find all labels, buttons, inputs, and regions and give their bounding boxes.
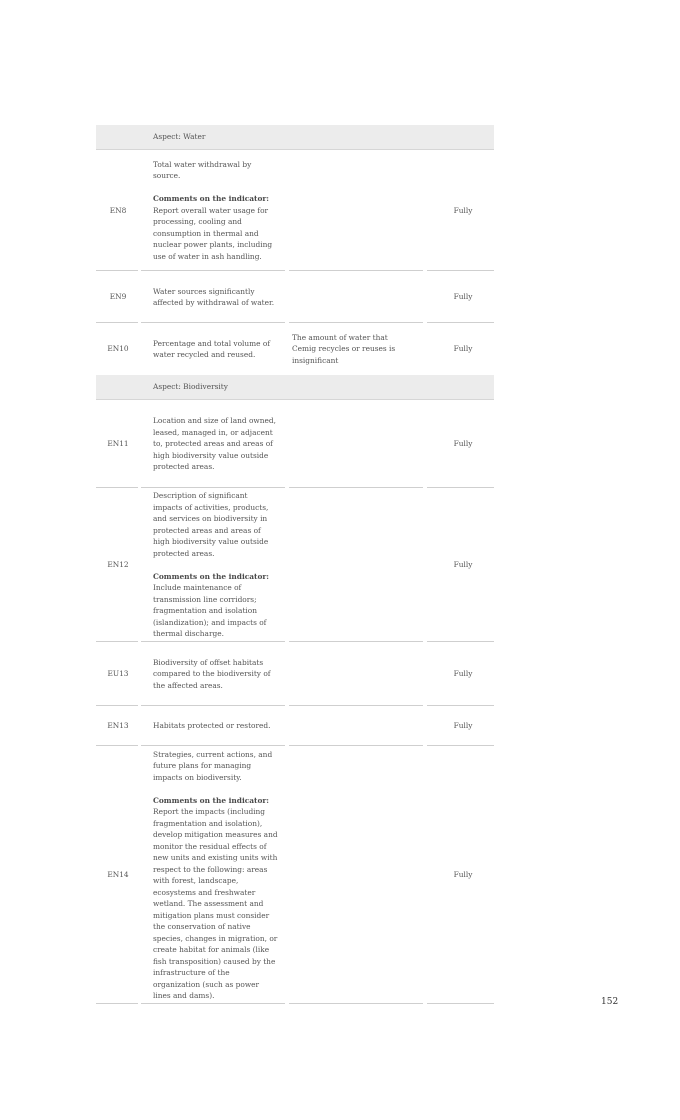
table-row-en14: [96, 746, 494, 1004]
indicator-code: EN9: [109, 292, 127, 302]
table-row-en12: [96, 488, 494, 642]
indicator-description: Biodiversity of offset habitats compared to the biodiversity of the affected areas.: [153, 657, 271, 690]
reporting-status: Fully: [453, 870, 473, 880]
indicator-code: EN14: [107, 870, 129, 880]
omission-reason: The amount of water that Cemig recycles or reuses is insignificant: [292, 332, 396, 365]
table-row-en8: [96, 150, 494, 271]
indicator-code: EN11: [107, 439, 129, 449]
indicator-code: EN12: [107, 560, 129, 570]
indicator-description: Strategies, current actions, and future plans for managing impacts on biodiversity. Comments on the indicator: Report the impacts (including fragmentation and isolation), develop mitigation measures and monitor the residual effects of new units and existing units with respect to the following: areas with forest, landscape, ecosystems and freshwater wetland. The assessment and mitigation plans must consider the conservation of native species, changes in migration, or create habitat for animals (like fish transposition) caused by the infrastructure of the organization (such as power lines and dams).: [153, 749, 278, 1000]
aspect-header-water: [96, 125, 494, 150]
gri-indicator-table: [96, 125, 494, 1004]
comments-label: Comments on the indicator:: [153, 194, 270, 204]
indicator-description: Water sources significantly affected by withdrawal of water.: [153, 286, 275, 307]
indicator-code: EN10: [107, 344, 129, 354]
reporting-status: Fully: [453, 721, 473, 731]
reporting-status: Fully: [453, 292, 473, 302]
table-row-eu13: [96, 642, 494, 706]
indicator-comment: Include maintenance of transmission line corridors; fragmentation and isolation (islandization); and impacts of thermal discharge.: [153, 583, 267, 639]
comments-label: Comments on the indicator:: [153, 795, 270, 805]
indicator-code: EN13: [107, 721, 129, 731]
aspect-label: Aspect: Biodiversity: [153, 382, 228, 392]
reporting-status: Fully: [453, 205, 473, 215]
aspect-label: Aspect: Water: [153, 132, 206, 142]
aspect-header-biodiversity: [96, 375, 494, 400]
indicator-code: EN8: [109, 205, 127, 215]
indicator-description: Total water withdrawal by source. Comments on the indicator: Report overall water usage for processing, cooling and consumption in thermal and nuclear power plants, including use of water in ash handling.: [153, 159, 273, 261]
reporting-status: Fully: [453, 669, 473, 679]
row-divider: [96, 1003, 494, 1004]
table-row-en9: [96, 271, 494, 323]
indicator-description: Percentage and total volume of water recycled and reused.: [153, 338, 271, 359]
indicator-comment: Report overall water usage for processing, cooling and consumption in thermal and nuclear power plants, including use of water in ash handling.: [153, 205, 273, 261]
indicator-description: Description of significant impacts of activities, products, and services on biodiversity in protected areas and areas of high biodiversity value outside protected areas. Comments on the indicator: Include maintenance of transmission line corridors; fragmentation and isolation (islandization); and impacts of thermal discharge.: [153, 491, 270, 639]
reporting-status: Fully: [453, 560, 473, 570]
reporting-status: Fully: [453, 344, 473, 354]
table-row-en10: [96, 323, 494, 375]
table-row-en11: [96, 400, 494, 488]
indicator-description: Habitats protected or restored.: [153, 721, 271, 731]
table-row-en13: [96, 706, 494, 746]
indicator-code: EU13: [107, 669, 129, 679]
indicator-comment: Report the impacts (including fragmentation and isolation), develop mitigation measures and monitor the residual effects of new units and existing units with respect to the following: areas with forest, landscape, ecosystems and freshwater wetland. The assessment and mitigation plans must consider the conservation of native species, changes in migration, or create habitat for animals (like fish transposition) caused by the infrastructure of the organization (such as power lines and dams).: [153, 807, 278, 1000]
reporting-status: Fully: [453, 439, 473, 449]
indicator-description: Location and size of land owned, leased, managed in, or adjacent to, protected areas and areas of high biodiversity value outside protected areas.: [153, 416, 276, 472]
page-number: 152: [601, 997, 619, 1007]
comments-label: Comments on the indicator:: [153, 571, 270, 581]
